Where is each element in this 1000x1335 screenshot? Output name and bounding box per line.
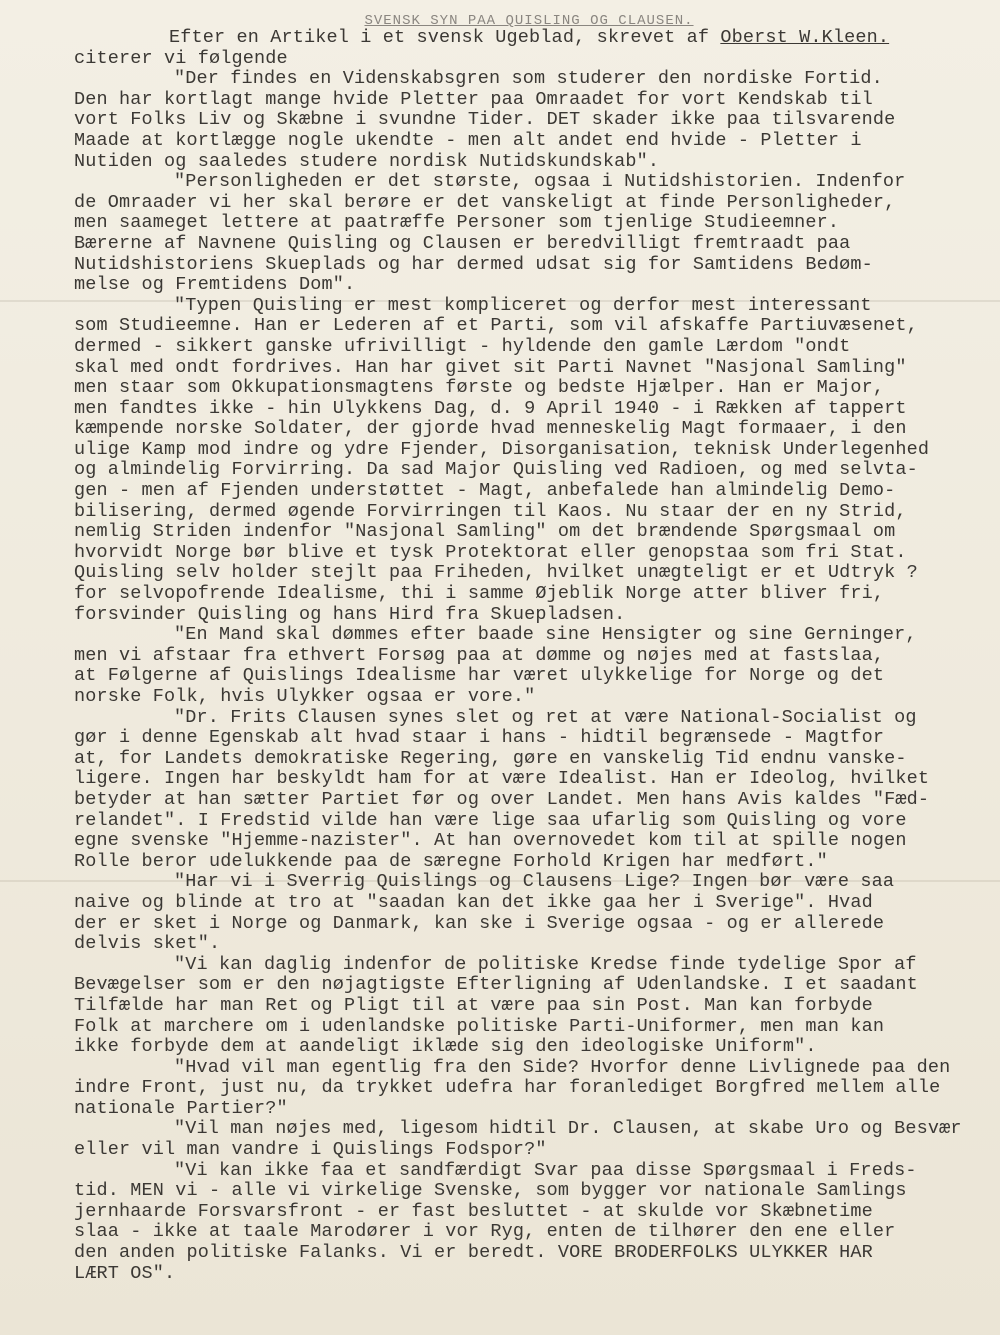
text-line: melse og Fremtidens Dom".: [74, 274, 356, 296]
text-line: Rolle beror udelukkende paa de særegne Forhold Krigen har medført.": [74, 850, 828, 872]
paragraph: [74, 1119, 984, 1160]
text-line: nemlig Striden indenfor "Nasjonal Samling" om det brændende Spørgsmaal om: [74, 521, 896, 543]
text-line: tid. MEN vi - alle vi virkelige Svenske, som bygger vor nationale Samlings: [74, 1180, 907, 1202]
text-line: men vi afstaar fra ethvert Forsøg paa at dømme og nøjes med at fastslaa,: [74, 644, 885, 666]
text-line: der er sket i Norge og Danmark, kan ske i Sverige ogsaa - og er allerede: [74, 912, 885, 934]
text-line: hvorvidt Norge bør blive et tysk Protektorat eller genopstaa som fri Stat.: [74, 541, 907, 563]
text-line: at Følgerne af Quislings Idealisme har været ulykkelige for Norge og det: [74, 665, 885, 687]
text-line: ulige Kamp mod indre og ydre Fjender, Disorganisation, teknisk Underlegenhed: [74, 438, 930, 460]
text-line: "Vi kan daglig indenfor de politiske Kredse finde tydelige Spor af: [174, 953, 917, 975]
text-line: naive og blinde at tro at "saadan kan det ikke gaa her i Sverige". Hvad: [74, 891, 873, 913]
intro-line: [74, 28, 984, 49]
paragraph: [74, 708, 984, 873]
text-line: betyder at han sætter Partiet før og over Landet. Men hans Avis kaldes "Fæd-: [74, 788, 930, 810]
text-line: Folk at marchere om i udenlandske politiske Parti-Uniformer, men man kan: [74, 1015, 885, 1037]
paragraph: [74, 1161, 984, 1285]
text-line: gen - men af Fjenden understøttet - Magt, anbefalede han almindelig Demo-: [74, 480, 896, 502]
text-line: Nutiden og saaledes studere nordisk Nutidskundskab".: [74, 150, 660, 172]
intro-text: Efter en Artikel i et svensk Ugeblad, skrevet af: [169, 27, 721, 48]
text-line: Bærerne af Navnene Quisling og Clausen er beredvilligt fremtraadt paa: [74, 232, 851, 254]
text-line: Tilfælde har man Ret og Pligt til at være paa sin Post. Man kan forbyde: [74, 994, 873, 1016]
paragraph: [74, 1058, 984, 1120]
text-line: Nutidshistoriens Skueplads og har dermed udsat sig for Samtidens Bedøm-: [74, 253, 873, 275]
text-line: egne svenske "Hjemme-nazister". At han overnovedet kom til at spille nogen: [74, 830, 907, 852]
typed-text: [74, 4, 984, 1284]
text-line: den anden politiske Falanks. Vi er beredt. VORE BRODERFOLKS ULYKKER HAR: [74, 1242, 873, 1264]
text-line: "Dr. Frits Clausen synes slet og ret at være National-Socialist og: [174, 706, 917, 728]
text-line: kæmpende norske Soldater, der gjorde hvad menneskelig Magt formaaer, i den: [74, 418, 907, 440]
text-line: nationale Partier?": [74, 1097, 288, 1119]
text-line: vort Folks Liv og Skæbne i svundne Tider. DET skader ikke paa tilsvarende: [74, 109, 896, 131]
text-line: men saameget lettere at paatræffe Personer som tjenlige Studieemner.: [74, 212, 840, 234]
paragraph: [74, 625, 984, 707]
text-line: "Har vi i Sverrig Quislings og Clausens Lige? Ingen bør være saa: [174, 871, 895, 893]
document-title: SVENSK SYN PAA QUISLING OG CLAUSEN.: [364, 13, 694, 29]
text-line: "En Mand skal dømmes efter baade sine Hensigter og sine Gerninger,: [174, 624, 917, 646]
text-line: "Vi kan ikke faa et sandfærdigt Svar paa disse Spørgsmaal i Freds-: [174, 1159, 917, 1181]
paragraph: [74, 955, 984, 1058]
text-line: forsvinder Quisling og hans Hird fra Skuepladsen.: [74, 603, 626, 625]
text-line: slaa - ikke at taale Marodører i vor Ryg, enten de tilhører den ene eller: [74, 1221, 896, 1243]
intro-line: citerer vi følgende: [74, 47, 288, 69]
text-line: jernhaarde Forsvarsfront - er fast besluttet - at skulde vor Skæbnetime: [74, 1200, 873, 1222]
text-line: "Personligheden er det største, ogsaa i Nutidshistorien. Indenfor: [174, 171, 906, 193]
text-line: norske Folk, hvis Ulykker ogsaa er vore.": [74, 686, 536, 707]
text-line: indre Front, just nu, da trykket udefra har foranlediget Borgfred mellem alle: [74, 1077, 941, 1099]
text-line: "Hvad vil man egentlig fra den Side? Hvorfor denne Livlignede paa den: [174, 1056, 951, 1078]
text-line: LÆRT OS".: [74, 1262, 176, 1284]
paragraph: [74, 69, 984, 172]
text-line: gør i denne Egenskab alt hvad staar i hans - hidtil begrænsede - Magtfor: [74, 727, 885, 749]
text-line: men fandtes ikke - hin Ulykkens Dag, d. 9 April 1940 - i Rækken af tappert: [74, 397, 907, 419]
text-line: Quisling selv holder stejlt paa Friheden, hvilket unægteligt er et Udtryk ?: [74, 562, 918, 584]
text-line: at, for Landets demokratiske Regering, gøre en vanskelig Tid endnu vanske-: [74, 747, 907, 769]
paragraph: [74, 172, 984, 296]
text-line: eller vil man vandre i Quislings Fodspor?": [74, 1139, 547, 1161]
text-line: ikke forbyde dem at aandeligt iklæde sig den ideologiske Uniform".: [74, 1036, 817, 1058]
author-name: Oberst W.Kleen.: [720, 27, 890, 48]
text-line: Maade at kortlægge nogle ukendte - men alt andet end hvide - Pletter i: [74, 129, 862, 151]
text-line: relandet". I Fredstid vilde han være lige saa ufarlig som Quisling og vore: [74, 809, 907, 831]
text-line: og almindelig Forvirring. Da sad Major Quisling ved Radioen, og med selvta-: [74, 459, 918, 481]
text-line: Den har kortlagt mange hvide Pletter paa Omraadet for vort Kendskab til: [74, 88, 873, 110]
text-line: de Omraader vi her skal berøre er det vanskeligt at finde Personligheder,: [74, 191, 896, 213]
text-line: ligere. Ingen har beskyldt ham for at være Idealist. Han er Ideolog, hvilket: [74, 768, 930, 790]
text-line: skal med ondt fordrives. Han har givet sit Parti Navnet "Nasjonal Samling": [74, 356, 907, 378]
text-line: dermed - sikkert ganske ufrivilligt - hyldende den gamle Lærdom "ondt: [74, 335, 851, 357]
text-line: Bevægelser som er den nøjagtigste Efterligning af Udenlandske. I et saadant: [74, 974, 918, 996]
text-line: som Studieemne. Han er Lederen af et Parti, som vil afskaffe Partiuvæsenet,: [74, 315, 918, 337]
paragraph: [74, 296, 984, 626]
text-line: delvis sket".: [74, 933, 221, 955]
text-line: "Typen Quisling er mest kompliceret og derfor mest interessant: [174, 294, 872, 316]
paragraph: [74, 872, 984, 954]
text-line: bilisering, dermed øgende Forvirringen til Kaos. Nu staar der en ny Strid,: [74, 500, 907, 522]
text-line: "Vil man nøjes med, ligesom hidtil Dr. Clausen, at skabe Uro og Besvær: [174, 1118, 962, 1140]
text-line: men staar som Okkupationsmagtens første og bedste Hjælper. Han er Major,: [74, 377, 885, 399]
text-line: for selvopofrende Idealisme, thi i samme Øjeblik Norge atter bliver fri,: [74, 583, 885, 605]
text-line: "Der findes en Videnskabsgren som studerer den nordiske Fortid.: [174, 68, 883, 90]
